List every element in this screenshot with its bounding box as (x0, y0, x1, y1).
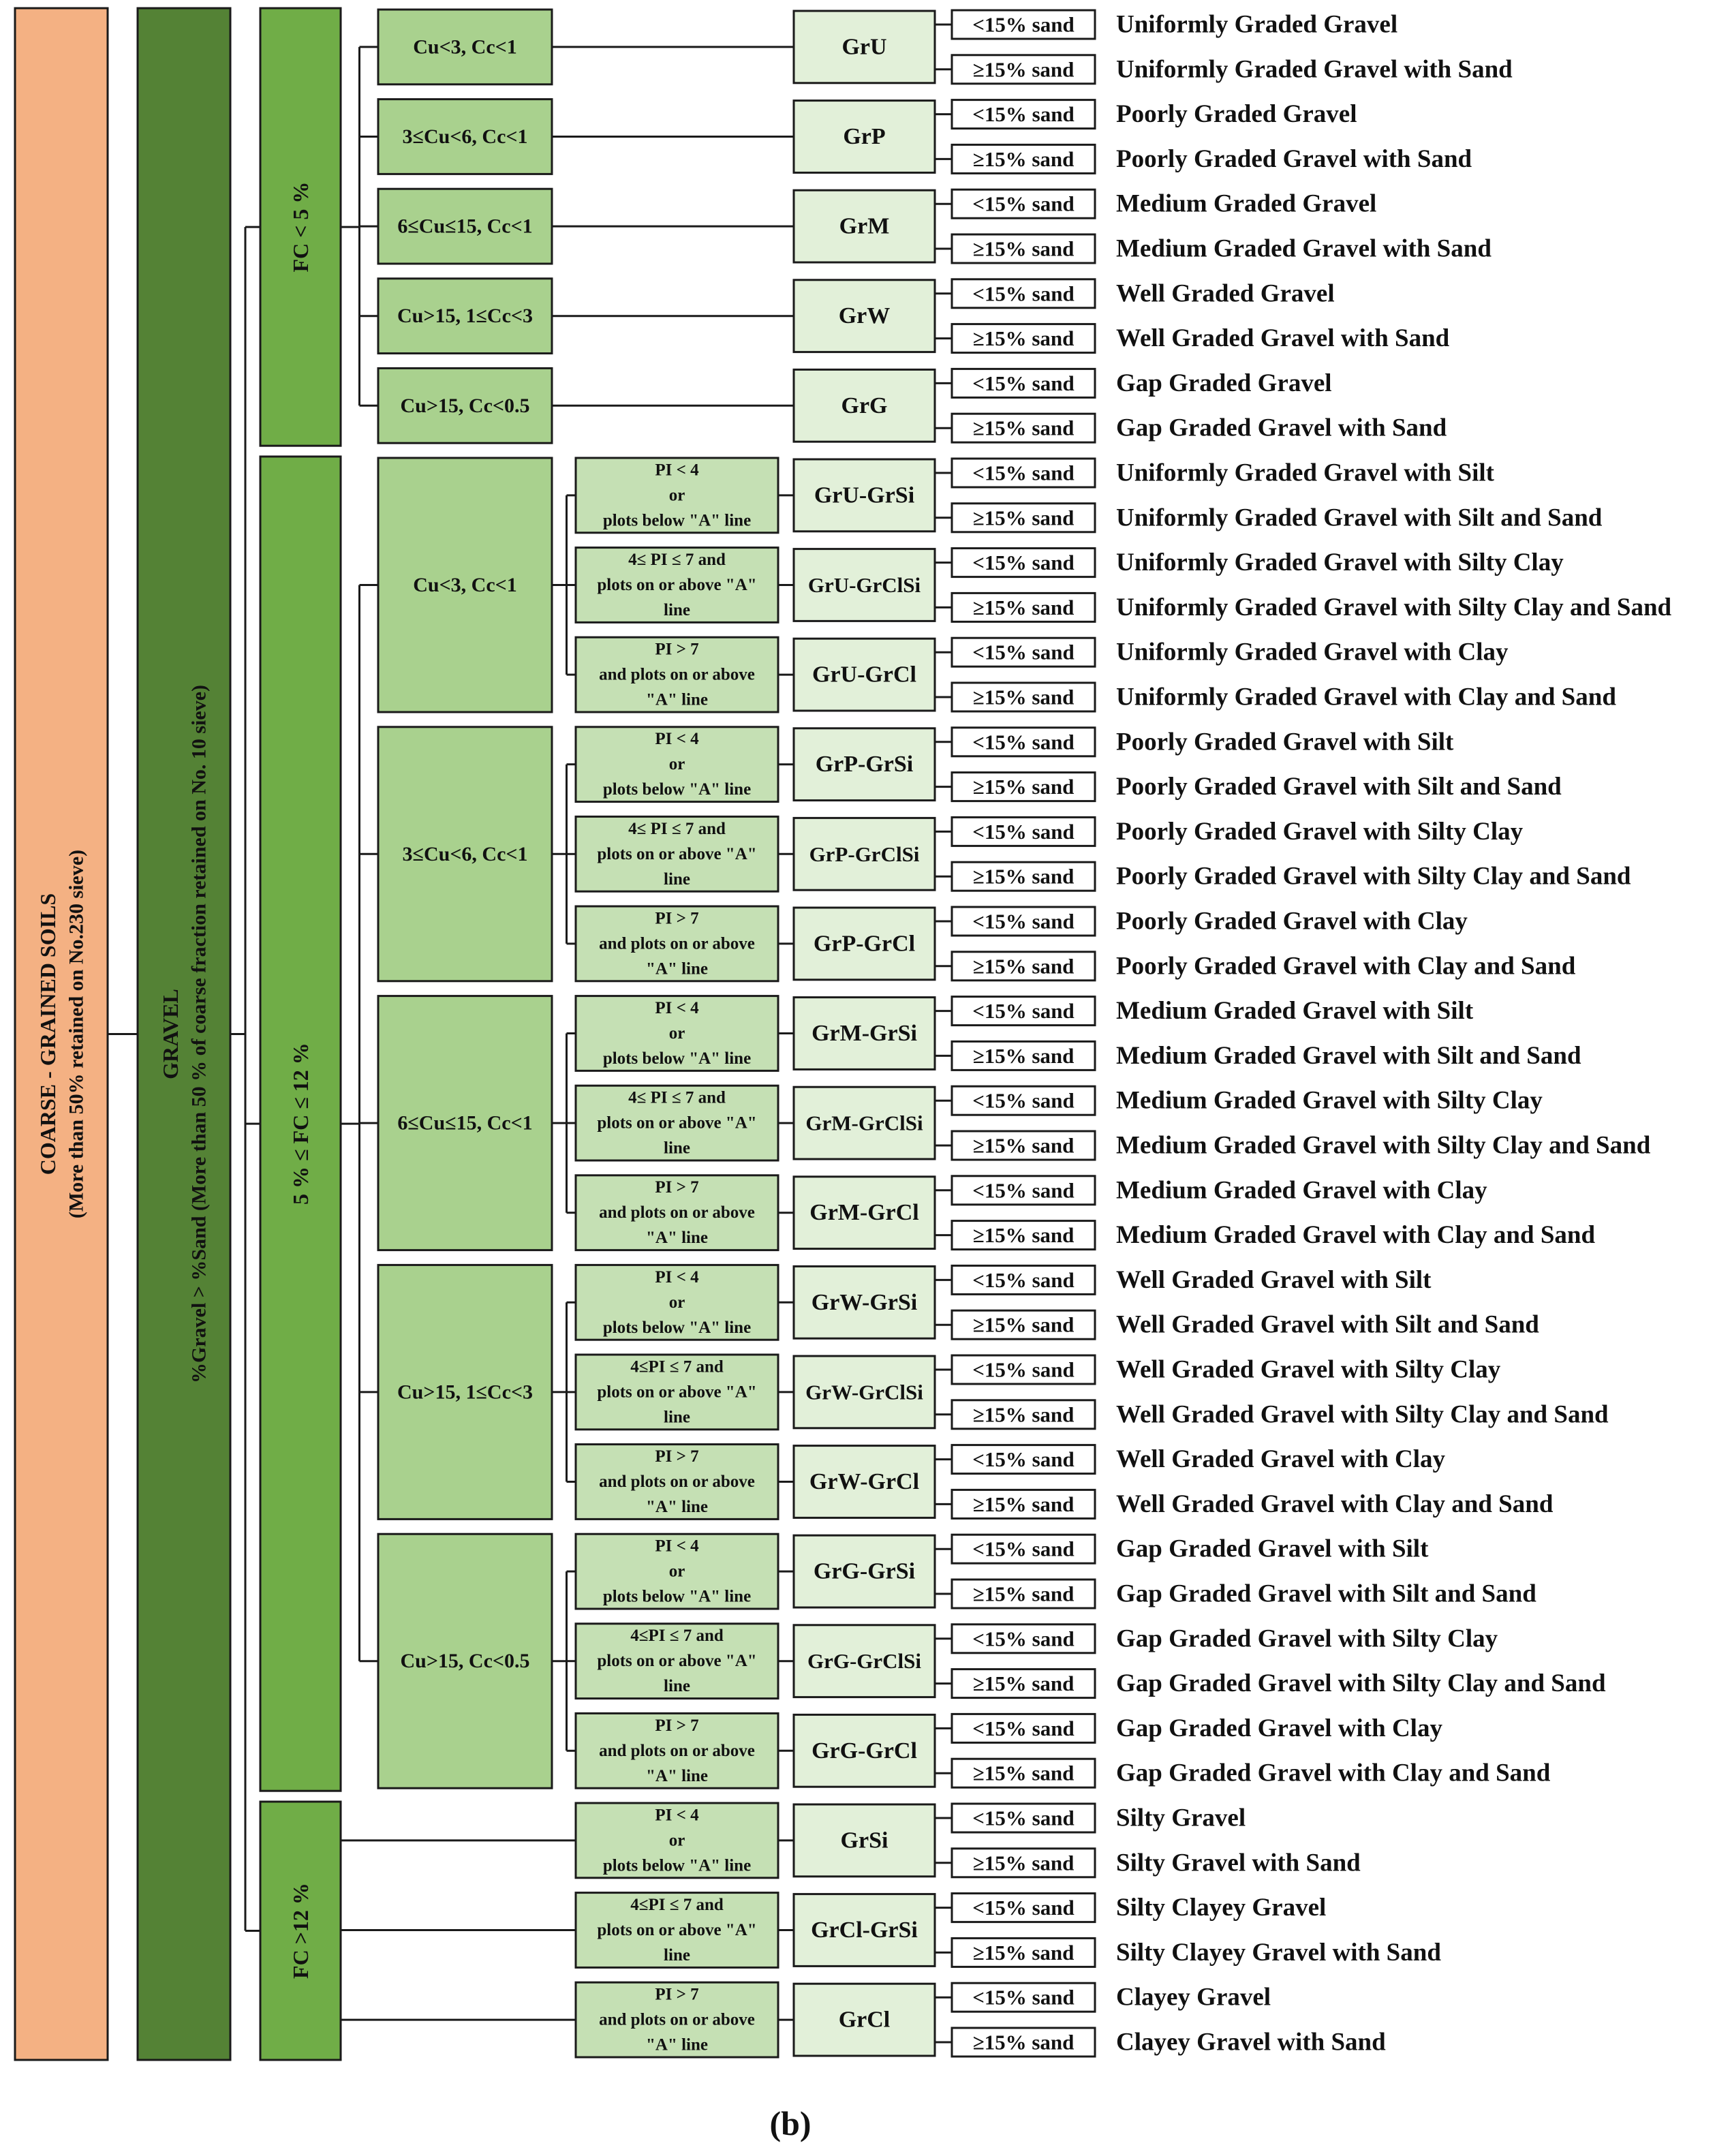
soil-name: Medium Graded Gravel (1116, 189, 1377, 218)
grading-criteria-label: Cu>15, Cc<0.5 (400, 1650, 530, 1673)
symbol-label: GrM-GrCl (809, 1200, 919, 1226)
coarse-grained-title: COARSE - GRAINED SOILS (35, 893, 60, 1175)
soil-name: Uniformly Graded Gravel with Silt and Sand (1116, 504, 1603, 532)
pi-criteria-line: line (664, 1677, 690, 1696)
coarse-grained-criterion: (More than 50% retained on No.230 sieve) (65, 849, 88, 1219)
soil-name: Medium Graded Gravel with Clay (1116, 1176, 1487, 1205)
pi-criteria-line: and plots on or above (599, 1473, 755, 1491)
symbol-label: GrCl (838, 2007, 891, 2033)
soil-name: Medium Graded Gravel with Clay and Sand (1116, 1221, 1596, 1250)
pi-criteria-line: line (664, 1139, 690, 1158)
sand-fraction-label: ≥15% sand (972, 1312, 1075, 1337)
symbol-label: GrSi (840, 1828, 889, 1853)
pi-criteria-line: "A" line (646, 1229, 708, 1248)
gravel-title: GRAVEL (158, 989, 183, 1079)
sand-fraction-label: ≥15% sand (972, 595, 1075, 619)
sand-fraction-label: ≥15% sand (972, 685, 1075, 709)
soil-name: Medium Graded Gravel with Silty Clay and Sand (1116, 1131, 1651, 1160)
fines-content-label: 5 % ≤ FC ≤ 12 % (288, 1043, 313, 1205)
soil-name: Medium Graded Gravel with Silt (1116, 997, 1474, 1026)
sand-fraction-label: ≥15% sand (972, 1851, 1075, 1875)
soil-name: Uniformly Graded Gravel with Clay and Sand (1116, 683, 1616, 711)
sand-fraction-label: <15% sand (972, 551, 1075, 575)
soil-name: Uniformly Graded Gravel with Silt (1116, 459, 1494, 487)
soil-name: Well Graded Gravel with Clay and Sand (1116, 1490, 1554, 1518)
symbol-label: GrG-GrSi (813, 1558, 916, 1584)
grading-criteria-label: Cu<3, Cc<1 (413, 574, 517, 596)
sand-fraction-label: ≥15% sand (972, 1492, 1075, 1516)
soil-name: Silty Clayey Gravel (1116, 1894, 1327, 1922)
sand-fraction-label: ≥15% sand (972, 1582, 1075, 1606)
pi-criteria-line: plots on or above "A" (597, 1652, 757, 1671)
pi-criteria-line: plots below "A" line (602, 1318, 752, 1337)
symbol-label: GrG (841, 392, 888, 418)
soil-name: Poorly Graded Gravel with Clay and Sand (1116, 952, 1576, 981)
sand-fraction-label: ≥15% sand (972, 1043, 1075, 1068)
coarse-grained-soils-box (15, 8, 108, 2060)
pi-criteria-line: and plots on or above (599, 1203, 755, 1222)
symbol-label: GrM-GrSi (812, 1021, 917, 1046)
sand-fraction-label: <15% sand (972, 1896, 1075, 1920)
grading-criteria-label: Cu>15, 1≤Cc<3 (397, 1381, 533, 1404)
pi-criteria-line: "A" line (646, 2035, 708, 2054)
pi-criteria-line: or (668, 1024, 685, 1043)
pi-criteria-line: PI > 7 (655, 1178, 699, 1197)
symbol-label: GrU (841, 34, 887, 60)
sand-fraction-label: ≥15% sand (972, 326, 1075, 351)
grading-criteria-label: Cu<3, Cc<1 (413, 35, 517, 59)
symbol-label: GrP-GrClSi (809, 842, 920, 866)
soil-name: Poorly Graded Gravel with Silty Clay (1116, 817, 1524, 846)
symbol-label: GrW (838, 303, 891, 329)
soil-name: Well Graded Gravel with Sand (1116, 324, 1450, 353)
symbol-label: GrG-GrClSi (807, 1649, 922, 1674)
sand-fraction-label: <15% sand (972, 371, 1075, 395)
pi-criteria-line: PI > 7 (655, 640, 699, 659)
soil-name: Poorly Graded Gravel with Silt and Sand (1116, 773, 1562, 801)
sand-fraction-label: ≥15% sand (972, 57, 1075, 82)
pi-criteria-line: PI < 4 (655, 461, 699, 480)
symbol-label: GrU-GrCl (812, 662, 916, 688)
symbol-label: GrP (843, 124, 886, 149)
soil-name: Gap Graded Gravel with Silt (1116, 1535, 1429, 1563)
soil-name: Poorly Graded Gravel with Sand (1116, 144, 1472, 173)
soil-name: Gap Graded Gravel with Sand (1116, 414, 1447, 442)
symbol-label: GrM (839, 213, 890, 239)
pi-criteria-line: plots below "A" line (602, 780, 752, 799)
sand-fraction-label: ≥15% sand (972, 1672, 1075, 1696)
soil-name: Gap Graded Gravel (1116, 369, 1332, 397)
pi-criteria-line: or (668, 1831, 685, 1850)
pi-criteria-line: 4≤PI ≤ 7 and (630, 1357, 724, 1376)
sand-fraction-label: <15% sand (972, 640, 1075, 664)
sand-fraction-label: ≥15% sand (972, 864, 1075, 889)
symbol-label: GrU-GrSi (814, 482, 915, 508)
pi-criteria-line: plots below "A" line (602, 1856, 752, 1875)
soil-name: Medium Graded Gravel with Silty Clay (1116, 1086, 1543, 1115)
soil-name: Well Graded Gravel with Clay (1116, 1445, 1446, 1474)
pi-criteria-line: plots on or above "A" (597, 576, 757, 594)
symbol-label: GrG-GrCl (812, 1738, 917, 1764)
soil-name: Silty Gravel (1116, 1804, 1246, 1832)
gravel-box (138, 8, 230, 2060)
sand-fraction-label: <15% sand (972, 730, 1075, 754)
sand-fraction-label: <15% sand (972, 1357, 1075, 1382)
pi-criteria-line: PI > 7 (655, 1716, 699, 1735)
sand-fraction-label: <15% sand (972, 1716, 1075, 1740)
grading-criteria-label: 3≤Cu<6, Cc<1 (402, 125, 528, 148)
soil-name: Clayey Gravel with Sand (1116, 2028, 1386, 2057)
sand-fraction-label: <15% sand (972, 1267, 1075, 1292)
sand-fraction-label: <15% sand (972, 281, 1075, 306)
symbol-label: GrP-GrSi (815, 752, 914, 777)
soil-name: Medium Graded Gravel with Sand (1116, 234, 1492, 263)
sand-fraction-label: ≥15% sand (972, 775, 1075, 799)
soil-name: Poorly Graded Gravel (1116, 100, 1357, 129)
sand-fraction-label: ≥15% sand (972, 1761, 1075, 1785)
soil-name: Well Graded Gravel (1116, 279, 1335, 308)
sand-fraction-label: <15% sand (972, 1537, 1075, 1561)
sand-fraction-label: <15% sand (972, 1088, 1075, 1113)
sand-fraction-label: ≥15% sand (972, 1223, 1075, 1248)
pi-criteria-line: plots on or above "A" (597, 844, 757, 863)
soil-name: Gap Graded Gravel with Silt and Sand (1116, 1580, 1536, 1608)
soil-name: Silty Gravel with Sand (1116, 1849, 1361, 1877)
soil-name: Uniformly Graded Gravel with Silty Clay and Sand (1116, 593, 1672, 621)
sand-fraction-label: <15% sand (972, 909, 1075, 934)
grading-criteria-label: Cu>15, 1≤Cc<3 (397, 305, 533, 328)
pi-criteria-line: and plots on or above (599, 1741, 755, 1760)
soil-name: Gap Graded Gravel with Silty Clay (1116, 1624, 1498, 1653)
pi-criteria-line: 4≤ PI ≤ 7 and (628, 551, 726, 569)
pi-criteria-line: and plots on or above (599, 2010, 755, 2029)
pi-criteria-line: PI < 4 (655, 1537, 699, 1556)
sand-fraction-label: <15% sand (972, 1806, 1075, 1830)
figure-label: (b) (769, 2104, 812, 2142)
sand-fraction-label: <15% sand (972, 1985, 1075, 2009)
sand-fraction-label: ≥15% sand (972, 236, 1075, 261)
pi-criteria-line: plots on or above "A" (597, 1921, 757, 1939)
sand-fraction-label: <15% sand (972, 461, 1075, 485)
pi-criteria-line: plots below "A" line (602, 511, 752, 530)
symbol-label: GrW-GrSi (811, 1289, 918, 1315)
pi-criteria-line: "A" line (646, 690, 708, 709)
sand-fraction-label: <15% sand (972, 191, 1075, 216)
pi-criteria-line: 4≤ PI ≤ 7 and (628, 1088, 726, 1107)
sand-fraction-label: ≥15% sand (972, 954, 1075, 979)
pi-criteria-line: PI > 7 (655, 1985, 699, 2004)
symbol-label: GrM-GrClSi (805, 1111, 923, 1135)
soil-name: Gap Graded Gravel with Silty Clay and Sand (1116, 1669, 1606, 1698)
symbol-label: GrU-GrClSi (807, 573, 921, 597)
soil-name: Poorly Graded Gravel with Clay (1116, 907, 1468, 936)
soil-name: Well Graded Gravel with Silty Clay and Sand (1116, 1400, 1609, 1429)
soil-name: Uniformly Graded Gravel (1116, 10, 1398, 39)
pi-criteria-line: 4≤PI ≤ 7 and (630, 1627, 724, 1646)
sand-fraction-label: ≥15% sand (972, 506, 1075, 530)
pi-criteria-line: line (664, 1408, 690, 1427)
fines-content-label: FC < 5 % (288, 181, 313, 273)
sand-fraction-label: ≥15% sand (972, 416, 1075, 440)
pi-criteria-line: line (664, 601, 690, 619)
grading-criteria-label: 6≤Cu≤15, Cc<1 (397, 215, 533, 238)
symbol-label: GrW-GrClSi (805, 1380, 923, 1404)
sand-fraction-label: <15% sand (972, 1447, 1075, 1472)
pi-criteria-line: PI > 7 (655, 1447, 699, 1466)
sand-fraction-label: ≥15% sand (972, 1133, 1075, 1158)
fines-content-label: FC >12 % (288, 1883, 313, 1979)
pi-criteria-line: plots on or above "A" (597, 1113, 757, 1133)
grading-criteria-label: 6≤Cu≤15, Cc<1 (397, 1111, 533, 1135)
soil-name: Poorly Graded Gravel with Silty Clay and Sand (1116, 862, 1631, 891)
pi-criteria-line: "A" line (646, 959, 708, 979)
soil-name: Well Graded Gravel with Silt and Sand (1116, 1310, 1539, 1339)
symbol-label: GrP-GrCl (813, 931, 916, 957)
pi-criteria-line: line (664, 1946, 690, 1965)
sand-fraction-label: <15% sand (972, 999, 1075, 1023)
soil-name: Uniformly Graded Gravel with Clay (1116, 638, 1509, 666)
pi-criteria-line: plots on or above "A" (597, 1383, 757, 1402)
soil-name: Clayey Gravel (1116, 1983, 1271, 2012)
gravel-criterion: %Gravel > %Sand (More than 50 % of coarse fraction retained on No. 10 sieve) (187, 684, 211, 1384)
pi-criteria-line: PI < 4 (655, 730, 699, 749)
grading-criteria-label: 3≤Cu<6, Cc<1 (402, 842, 528, 865)
pi-criteria-line: PI > 7 (655, 909, 699, 928)
pi-criteria-line: or (668, 1562, 685, 1581)
pi-criteria-line: PI < 4 (655, 1267, 699, 1287)
soil-name: Well Graded Gravel with Silty Clay (1116, 1355, 1501, 1384)
soil-name: Uniformly Graded Gravel with Silty Clay (1116, 549, 1564, 577)
soil-name: Gap Graded Gravel with Clay and Sand (1116, 1759, 1551, 1787)
flowchart-boxes (15, 8, 1672, 2060)
soil-name: Silty Clayey Gravel with Sand (1116, 1938, 1441, 1967)
pi-criteria-line: 4≤PI ≤ 7 and (630, 1896, 724, 1914)
pi-criteria-line: 4≤ PI ≤ 7 and (628, 819, 726, 838)
sand-fraction-label: ≥15% sand (972, 1940, 1075, 1965)
symbol-label: GrW-GrCl (809, 1469, 920, 1494)
sand-fraction-label: ≥15% sand (972, 147, 1075, 171)
pi-criteria-line: "A" line (646, 1766, 708, 1785)
sand-fraction-label: <15% sand (972, 102, 1075, 127)
pi-criteria-line: and plots on or above (599, 934, 755, 953)
pi-criteria-line: plots below "A" line (602, 1049, 752, 1068)
sand-fraction-label: <15% sand (972, 12, 1075, 37)
pi-criteria-line: line (664, 869, 690, 889)
pi-criteria-line: and plots on or above (599, 665, 755, 684)
pi-criteria-line: or (668, 486, 685, 505)
soil-name: Uniformly Graded Gravel with Sand (1116, 55, 1513, 84)
soil-name: Well Graded Gravel with Silt (1116, 1265, 1432, 1294)
pi-criteria-line: PI < 4 (655, 1806, 699, 1825)
soil-name: Poorly Graded Gravel with Silt (1116, 728, 1454, 756)
pi-criteria-line: or (668, 1293, 685, 1312)
pi-criteria-line: or (668, 755, 685, 774)
pi-criteria-line: "A" line (646, 1498, 708, 1516)
sand-fraction-label: ≥15% sand (972, 1402, 1075, 1427)
pi-criteria-line: plots below "A" line (602, 1587, 752, 1606)
sand-fraction-label: <15% sand (972, 1627, 1075, 1651)
soil-name: Gap Graded Gravel with Clay (1116, 1714, 1442, 1742)
soil-name: Medium Graded Gravel with Silt and Sand (1116, 1041, 1581, 1070)
sand-fraction-label: <15% sand (972, 1178, 1075, 1203)
sand-fraction-label: <15% sand (972, 819, 1075, 844)
grading-criteria-label: Cu>15, Cc<0.5 (400, 394, 530, 417)
symbol-label: GrCl-GrSi (811, 1918, 918, 1943)
sand-fraction-label: ≥15% sand (972, 2030, 1075, 2054)
pi-criteria-line: PI < 4 (655, 999, 699, 1017)
